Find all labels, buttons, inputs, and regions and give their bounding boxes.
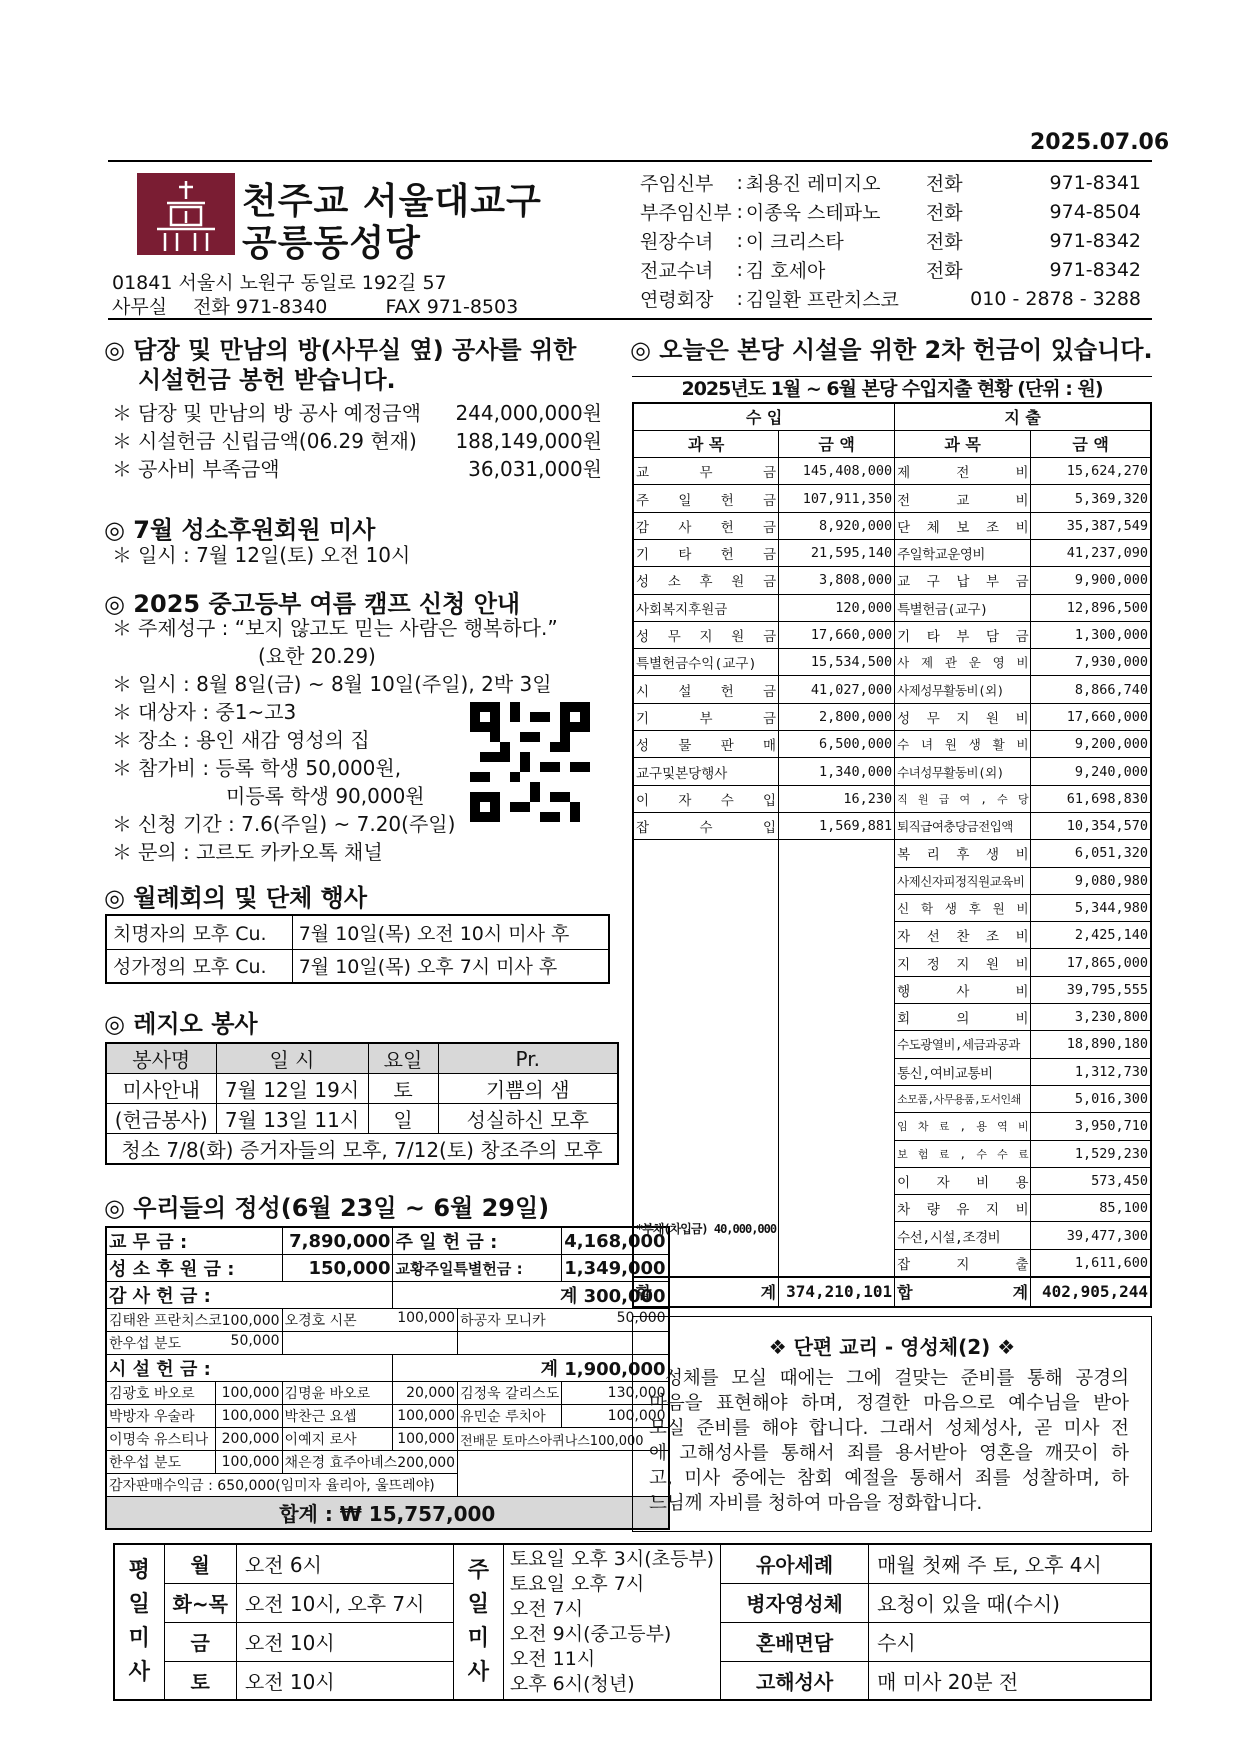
church-address: 01841 서울시 노원구 동일로 192길 57 — [112, 272, 447, 294]
table-cell: 9,900,000 — [1031, 567, 1151, 594]
table-cell: 자 선 찬 조 비 — [895, 922, 1031, 949]
qr-code-icon[interactable] — [470, 702, 590, 822]
camp-contact: 문의 : 고르도 카카오톡 채널 — [138, 840, 383, 864]
staff-separator: : — [736, 258, 743, 281]
table-cell: 9,200,000 — [1031, 731, 1151, 758]
table-cell: 402,905,244 — [1031, 1277, 1151, 1307]
table-cell: 2,425,140 — [1031, 922, 1151, 949]
staff-phone-label: 전화 — [925, 202, 963, 224]
table-cell: 1,529,230 — [1031, 1140, 1151, 1167]
table-cell: 7,930,000 — [1031, 649, 1151, 676]
table-cell: 감 사 헌 금 — [633, 512, 779, 539]
staff-row — [640, 226, 1145, 255]
sacrament-label: 고해성사 — [721, 1661, 869, 1700]
table-cell: 교 구 납 부 금 — [895, 567, 1031, 594]
weekday-time: 오전 10시 — [236, 1622, 453, 1661]
table-row — [633, 621, 1151, 648]
table-cell: 4,168,000 — [562, 1227, 669, 1255]
table-row — [106, 1309, 669, 1332]
table-header-row — [106, 1043, 618, 1074]
doctrine-box — [632, 1316, 1152, 1532]
table-row — [633, 485, 1151, 512]
table-cell: 3,230,800 — [1031, 1004, 1151, 1031]
table-cell: 퇴직급여충당금전입액 — [895, 812, 1031, 839]
table-cell: 이 자 비 용 — [895, 1167, 1031, 1194]
table-row — [106, 1497, 669, 1529]
table-cell: 수도광열비,세금과공과 — [895, 1031, 1031, 1058]
table-row — [106, 1451, 669, 1474]
table-cell: 전배문 토마스아퀴나스100,000 — [458, 1428, 669, 1451]
table-cell: 39,477,300 — [1031, 1222, 1151, 1249]
table-cell: 18,890,180 — [1031, 1031, 1151, 1058]
table-row — [633, 649, 1151, 676]
offering-title: ◎ 우리들의 정성(6월 23일 ~ 6월 29일) — [104, 1194, 550, 1222]
weekday-day: 화~목 — [164, 1583, 236, 1622]
staff-role: 원장수녀 — [640, 231, 714, 253]
table-header: 봉사명 — [106, 1043, 216, 1074]
table-row — [633, 812, 1151, 839]
table-cell: 제 전 비 — [895, 458, 1031, 485]
table-row — [633, 676, 1151, 703]
table-cell — [633, 840, 779, 1277]
table-row — [106, 1227, 669, 1255]
staff-phone: 974-8504 — [1049, 200, 1141, 223]
table-cell: 7,890,000 — [282, 1227, 393, 1255]
table-cell: 이예지 로사 — [282, 1428, 393, 1451]
table-cell: 한우섭 분도 50,000 — [106, 1332, 282, 1355]
table-cell: 주 일 헌 금 : — [393, 1227, 562, 1255]
table-cell: 성실하신 모후 — [438, 1104, 618, 1134]
table-cell: 직 원 급 여 , 수 당 — [895, 785, 1031, 812]
table-cell: 이명숙 유스티나 — [106, 1428, 216, 1451]
camp-theme: 주제성구 : “보지 않고도 믿는 사람은 행복하다.” — [138, 616, 558, 640]
table-cell: 교 무 금 : — [106, 1227, 282, 1255]
mass-schedule-table — [113, 1543, 1152, 1701]
legio-table — [105, 1042, 619, 1165]
table-cell: 17,660,000 — [779, 621, 895, 648]
church-address-block — [112, 271, 518, 319]
table-cell: 오경호 시몬 100,000 — [282, 1309, 458, 1332]
table-cell: 성 소 후 원 금 : — [106, 1255, 282, 1282]
table-cell: 전 교 비 — [895, 485, 1031, 512]
table-cell: 7월 10일(목) 오후 7시 미사 후 — [292, 949, 609, 983]
staff-separator: : — [736, 171, 743, 194]
staff-phone: 010 - 2878 - 3288 — [970, 287, 1141, 310]
table-cell: 1,611,600 — [1031, 1249, 1151, 1276]
table-cell: 61,698,830 — [1031, 785, 1151, 812]
doctrine-line: 마음을 표현해야 하며, 정결한 마음으로 예수님을 받아 — [649, 1393, 1129, 1414]
doctrine-title: ❖ 단편 교리 - 영성체(2) ❖ — [768, 1335, 1016, 1359]
table-cell: 박방자 우술라 — [106, 1405, 216, 1428]
table-cell: 21,595,140 — [779, 539, 895, 566]
table-cell — [282, 1332, 458, 1355]
church-logo-icon — [137, 173, 235, 255]
table-row — [106, 1355, 669, 1382]
table-cell: 유민순 루치아 — [458, 1405, 562, 1428]
table-cell: 성 소 후 원 금 — [633, 567, 779, 594]
staff-separator: : — [736, 287, 743, 310]
table-cell: 감 사 헌 금 : — [106, 1282, 393, 1309]
weekday-day: 토 — [164, 1661, 236, 1700]
table-header: 과 목 — [895, 430, 1031, 457]
camp-fee: 참가비 : 등록 학생 50,000원, — [138, 756, 402, 780]
table-cell: 15,624,270 — [1031, 458, 1151, 485]
table-cell: 시 설 헌 금 — [633, 676, 779, 703]
table-cell: 이 자 수 입 — [633, 785, 779, 812]
table-cell: 41,027,000 — [779, 676, 895, 703]
doctrine-text — [633, 1360, 1151, 1516]
staff-phone: 971-8342 — [1049, 229, 1141, 252]
table-cell: 573,450 — [1031, 1167, 1151, 1194]
table-cell: 9,080,980 — [1031, 867, 1151, 894]
table-cell: 잡 지 출 — [895, 1249, 1031, 1276]
table-row — [106, 1428, 669, 1451]
table-cell: 39,795,555 — [1031, 976, 1151, 1003]
table-cell: 145,408,000 — [779, 458, 895, 485]
finance-table-title: 2025년도 1월 ~ 6월 본당 수입지출 현황 (단위 : 원) — [632, 374, 1152, 401]
weekday-mass-label: 평 일 미 사 — [114, 1544, 164, 1700]
table-cell: 주 일 헌 금 — [633, 485, 779, 512]
table-cell: 1,349,000 — [562, 1255, 669, 1282]
table-cell: 지 정 지 원 비 — [895, 949, 1031, 976]
table-cell: 6,500,000 — [779, 731, 895, 758]
sacrament-time: 매월 첫째 주 토, 오후 4시 — [869, 1544, 1151, 1583]
doctrine-line: 고, 미사 중에는 참회 예절을 통해서 죄를 성찰하며, 하 — [649, 1468, 1129, 1489]
sacrament-time: 매 미사 20분 전 — [869, 1661, 1151, 1700]
table-cell: 150,000 — [282, 1255, 393, 1282]
table-row — [633, 567, 1151, 594]
sacrament-label: 유아세례 — [721, 1544, 869, 1583]
table-cell: 8,866,740 — [1031, 676, 1151, 703]
offering-table — [105, 1226, 670, 1530]
table-cell: 성가정의 모후 Cu. — [106, 949, 292, 983]
table-header: Pr. — [438, 1043, 618, 1074]
table-cell: 1,312,730 — [1031, 1058, 1151, 1085]
staff-separator: : — [736, 229, 743, 252]
sunday-mass-times: 토요일 오후 3시(초등부) 토요일 오후 7시 오전 7시 오전 9시(중고등부) 오전 11시 오후 6시(청년) — [503, 1544, 720, 1700]
table-row — [633, 731, 1151, 758]
table-cell: 단 체 보 조 비 — [895, 512, 1031, 539]
notice1-title-line2: 시설헌금 봉헌 받습니다. — [138, 366, 396, 394]
weekday-time: 오전 10시 — [236, 1661, 453, 1700]
notice3-title: ◎ 2025 중고등부 여름 캠프 신청 안내 — [104, 590, 521, 618]
table-cell: 9,240,000 — [1031, 758, 1151, 785]
table-cell: 김정욱 갈리스도 — [458, 1382, 562, 1405]
camp-target: 대상자 : 중1~고3 — [138, 700, 297, 724]
table-cell: 성 물 판 매 — [633, 731, 779, 758]
office-label: 사무실 — [112, 296, 168, 318]
table-cell: 41,237,090 — [1031, 539, 1151, 566]
table-row — [106, 1405, 669, 1428]
table-cell: 사제신자피정직원교육비 — [895, 867, 1031, 894]
debt-note: *부채(차입금) 40,000,000 — [636, 1222, 777, 1237]
table-cell: 3,808,000 — [779, 567, 895, 594]
table-row — [106, 1474, 669, 1497]
table-cell: 주일학교운영비 — [895, 539, 1031, 566]
staff-name: 이종욱 스테파노 — [745, 202, 881, 224]
table-row — [633, 840, 1151, 867]
staff-phone-label: 전화 — [925, 231, 963, 253]
sales-note: 감자판매수익금 : 650,000(임미자 율리아, 울뜨레야) — [106, 1474, 458, 1497]
camp-theme-ref: (요한 20.29) — [258, 644, 376, 668]
notice1-item: ＊ 시설헌금 신립금액(06.29 현재) 188,149,000원 — [112, 429, 602, 453]
table-cell: 복 리 후 생 비 — [895, 840, 1031, 867]
staff-phone-label: 전화 — [925, 173, 963, 195]
table-cell: 7월 10일(목) 오전 10시 미사 후 — [292, 915, 609, 949]
table-cell: 6,051,320 — [1031, 840, 1151, 867]
table-cell: 17,660,000 — [1031, 703, 1151, 730]
table-row — [106, 915, 609, 949]
sacrament-label: 혼배면담 — [721, 1622, 869, 1661]
table-cell: 박찬근 요셉 — [282, 1405, 393, 1428]
table-row — [114, 1544, 1151, 1583]
table-cell: 100,000 — [562, 1405, 669, 1428]
table-cell: 3,950,710 — [1031, 1113, 1151, 1140]
table-row — [633, 512, 1151, 539]
table-header: 지 출 — [895, 403, 1151, 430]
table-cell: 보 험 료 , 수 수 료 — [895, 1140, 1031, 1167]
staff-row — [640, 284, 1145, 313]
table-cell: 특별헌금(교구) — [895, 594, 1031, 621]
sacrament-time: 요청이 있을 때(수시) — [869, 1583, 1151, 1622]
table-cell: 5,016,300 — [1031, 1085, 1151, 1112]
table-cell: 한우섭 분도 — [106, 1451, 216, 1474]
table-row — [633, 458, 1151, 485]
camp-place: 장소 : 용인 새감 영성의 집 — [138, 728, 370, 752]
table-row — [106, 1332, 669, 1355]
table-cell: 1,569,881 — [779, 812, 895, 839]
sunday-mass-label: 주 일 미 사 — [453, 1544, 503, 1700]
table-cell: 200,000 — [216, 1428, 282, 1451]
staff-separator: : — [736, 200, 743, 223]
table-cell: 2,800,000 — [779, 703, 895, 730]
table-cell: 35,387,549 — [1031, 512, 1151, 539]
notice1-item: ＊ 공사비 부족금액 36,031,000원 — [112, 457, 602, 481]
staff-directory — [640, 168, 1145, 313]
staff-name: 김 호세아 — [745, 260, 826, 282]
weekday-time: 오전 6시 — [236, 1544, 453, 1583]
finance-announcement: ◎ 오늘은 본당 시설을 위한 2차 헌금이 있습니다. — [630, 336, 1153, 364]
table-cell: 수선,시설,조경비 — [895, 1222, 1031, 1249]
church-name-line2: 공릉동성당 — [242, 223, 421, 264]
table-row — [633, 785, 1151, 812]
legio-cleaning: 청소 7/8(화) 증거자들의 모후, 7/12(토) 창조주의 모후 — [106, 1134, 618, 1165]
monthly-meeting-table — [105, 914, 610, 984]
sacrament-time: 수시 — [869, 1622, 1151, 1661]
table-cell: 교황주일특별헌금 : — [393, 1255, 562, 1282]
table-row — [106, 1255, 669, 1282]
camp-period: 신청 기간 : 7.6(주일) ~ 7.20(주일) — [138, 812, 456, 836]
weekday-day: 금 — [164, 1622, 236, 1661]
table-cell: 85,100 — [1031, 1195, 1151, 1222]
table-cell: 하공자 모니카 50,000 — [458, 1309, 669, 1332]
staff-role: 부주임신부 — [640, 202, 732, 224]
staff-name: 최용진 레미지오 — [745, 173, 881, 195]
table-header-row — [633, 430, 1151, 457]
table-cell: 100,000 — [393, 1405, 458, 1428]
table-header: 수 입 — [633, 403, 895, 430]
table-row — [633, 758, 1151, 785]
doctrine-line: 느님께 자비를 청하여 마음을 정화합니다. — [649, 1493, 983, 1514]
table-cell: 16,230 — [779, 785, 895, 812]
sacrament-label: 병자영성체 — [721, 1583, 869, 1622]
table-cell: 사제성무활동비(외) — [895, 676, 1031, 703]
table-cell: 100,000 — [216, 1451, 282, 1474]
table-cell: 7월 12일 19시 — [216, 1074, 368, 1104]
table-row — [106, 949, 609, 983]
table-cell: 100,000 — [216, 1382, 282, 1405]
table-cell: 15,534,500 — [779, 649, 895, 676]
table-cell: 374,210,101 — [779, 1277, 895, 1307]
staff-row — [640, 255, 1145, 284]
table-cell: 토 — [368, 1074, 438, 1104]
staff-phone: 971-8341 — [1049, 171, 1141, 194]
table-row — [106, 1134, 618, 1165]
table-cell: 일 — [368, 1104, 438, 1134]
table-cell: 교구및본당행사 — [633, 758, 779, 785]
table-cell: 1,300,000 — [1031, 621, 1151, 648]
table-header: 과 목 — [633, 430, 779, 457]
staff-row — [640, 168, 1145, 197]
staff-role: 전교수녀 — [640, 260, 714, 282]
staff-name: 김일환 프란치스코 — [745, 289, 899, 311]
weekday-time: 오전 10시, 오후 7시 — [236, 1583, 453, 1622]
table-header-row — [633, 403, 1151, 430]
table-cell: 107,911,350 — [779, 485, 895, 512]
table-cell: 신 학 생 후 원 비 — [895, 894, 1031, 921]
table-header: 일 시 — [216, 1043, 368, 1074]
table-cell: 통신,여비교통비 — [895, 1058, 1031, 1085]
doctrine-line: 모실 준비를 해야 합니다. 그래서 성체성사, 곧 미사 전 — [649, 1418, 1129, 1439]
table-cell: 8,920,000 — [779, 512, 895, 539]
table-cell: 기 부 금 — [633, 703, 779, 730]
table-row — [633, 539, 1151, 566]
finance-table — [632, 402, 1152, 1308]
notice1-title-line1: ◎ 담장 및 만남의 방(사무실 옆) 공사를 위한 — [104, 336, 577, 364]
staff-phone-label: 전화 — [925, 260, 963, 282]
table-cell: 12,896,500 — [1031, 594, 1151, 621]
table-cell: 수 녀 원 생 활 비 — [895, 731, 1031, 758]
office-phone: 전화 971-8340 — [193, 296, 328, 318]
table-cell: 특별헌금수익(교구) — [633, 649, 779, 676]
table-cell: 100,000 — [393, 1428, 458, 1451]
table-cell: (헌금봉사) — [106, 1104, 216, 1134]
table-cell: 1,340,000 — [779, 758, 895, 785]
table-cell: 합 계 — [895, 1277, 1031, 1307]
staff-role: 연령회장 — [640, 289, 714, 311]
header-rule — [108, 160, 1152, 162]
bulletin-date: 2025.07.06 — [1030, 130, 1170, 155]
staff-row — [640, 197, 1145, 226]
table-cell: 김명윤 바오로 — [282, 1382, 393, 1405]
table-row — [106, 1382, 669, 1405]
table-row — [106, 1104, 618, 1134]
table-cell: 김태완 프란치스코100,000 — [106, 1309, 282, 1332]
notice3-items: ＊ 주제성구 : “보지 않고도 믿는 사람은 행복하다.” (요한 20.29) ＊ 일시 : 8월 8일(금) ~ 8월 10일(주일), 2박 3일 ＊ 대상자 : 중1~고3 ＊ 장소 : 용인 새감 영성의 집 ＊ 참가비 : 등록 학생 50,000원, 미등록 학생 90,000원 ＊ 신청 기간 : 7.6(주일) ~ 7.20(주일) ＊ 문의 : 고르도 카카오톡 채널 — [112, 616, 558, 864]
table-cell: 성 무 지 원 금 — [633, 621, 779, 648]
camp-date: 일시 : 8월 8일(금) ~ 8월 10일(주일), 2박 3일 — [138, 672, 552, 696]
table-cell: 김광호 바오로 — [106, 1382, 216, 1405]
staff-name: 이 크리스타 — [745, 231, 844, 253]
table-row — [633, 594, 1151, 621]
table-cell: 10,354,570 — [1031, 812, 1151, 839]
doctrine-line: 에 고해성사를 통해서 죄를 용서받아 영혼을 깨끗이 하 — [649, 1443, 1129, 1464]
notice1-item: ＊ 담장 및 만남의 방 공사 예정금액 244,000,000원 — [112, 401, 602, 425]
legio-title: ◎ 레지오 봉사 — [104, 1010, 258, 1038]
table-cell: 시 설 헌 금 : — [106, 1355, 393, 1382]
notice2-item: ＊ 일시 : 7월 12일(토) 오전 10시 — [112, 543, 411, 567]
table-cell: 행 사 비 — [895, 976, 1031, 1003]
office-fax: FAX 971-8503 — [385, 296, 519, 318]
table-header: 금 액 — [779, 430, 895, 457]
table-cell: 100,000 — [216, 1405, 282, 1428]
weekday-day: 월 — [164, 1544, 236, 1583]
table-cell: 120,000 — [779, 594, 895, 621]
table-cell: 7월 13일 11시 — [216, 1104, 368, 1134]
finance-total-row — [633, 1277, 1151, 1307]
table-header: 금 액 — [1031, 430, 1151, 457]
table-cell: 치명자의 모후 Cu. — [106, 915, 292, 949]
header-bottom-rule — [108, 318, 1152, 320]
notice1-items — [112, 399, 602, 483]
table-cell: 기 타 헌 금 — [633, 539, 779, 566]
table-cell: 미사안내 — [106, 1074, 216, 1104]
table-cell: 기쁨의 샘 — [438, 1074, 618, 1104]
staff-phone-label — [926, 284, 970, 313]
table-cell: 기 타 부 담 금 — [895, 621, 1031, 648]
notice4-title: ◎ 월례회의 및 단체 행사 — [104, 884, 368, 912]
table-cell: 계 1,900,000 — [393, 1355, 669, 1382]
table-cell — [779, 840, 895, 1277]
table-cell: 계 300,000 — [393, 1282, 669, 1309]
table-cell: 소모품,사무용품,도서인쇄 — [895, 1085, 1031, 1112]
table-cell: 사 제 관 운 영 비 — [895, 649, 1031, 676]
notice2-title: ◎ 7월 성소후원회원 미사 — [104, 516, 376, 544]
table-header: 요일 — [368, 1043, 438, 1074]
table-cell: 5,344,980 — [1031, 894, 1151, 921]
table-cell: 5,369,320 — [1031, 485, 1151, 512]
table-row — [633, 703, 1151, 730]
church-name-line1: 천주교 서울대교구 — [242, 181, 542, 222]
table-cell: 17,865,000 — [1031, 949, 1151, 976]
table-row — [106, 1074, 618, 1104]
offering-total: 합계 : ₩ 15,757,000 — [106, 1497, 669, 1529]
table-cell: 임 차 료 , 용 역 비 — [895, 1113, 1031, 1140]
table-cell: 채은경 효주아녜스200,000 — [282, 1451, 458, 1474]
table-cell: 수녀성무활동비(외) — [895, 758, 1031, 785]
table-cell: 교 무 금 — [633, 458, 779, 485]
table-cell: 잡 수 입 — [633, 812, 779, 839]
doctrine-line: 성체를 모실 때에는 그에 걸맞는 준비를 통해 공경의 — [665, 1368, 1129, 1389]
table-cell: 합 계 — [633, 1277, 779, 1307]
table-cell: 차 량 유 지 비 — [895, 1195, 1031, 1222]
table-cell: 성 무 지 원 비 — [895, 703, 1031, 730]
table-cell: 20,000 — [393, 1382, 458, 1405]
table-cell: 사회복지후원금 — [633, 594, 779, 621]
staff-phone: 971-8342 — [1049, 258, 1141, 281]
table-row — [106, 1282, 669, 1309]
staff-role: 주임신부 — [640, 173, 714, 195]
camp-fee2: 미등록 학생 90,000원 — [226, 784, 425, 808]
table-cell: 130,000 — [562, 1382, 669, 1405]
table-cell: 회 의 비 — [895, 1004, 1031, 1031]
